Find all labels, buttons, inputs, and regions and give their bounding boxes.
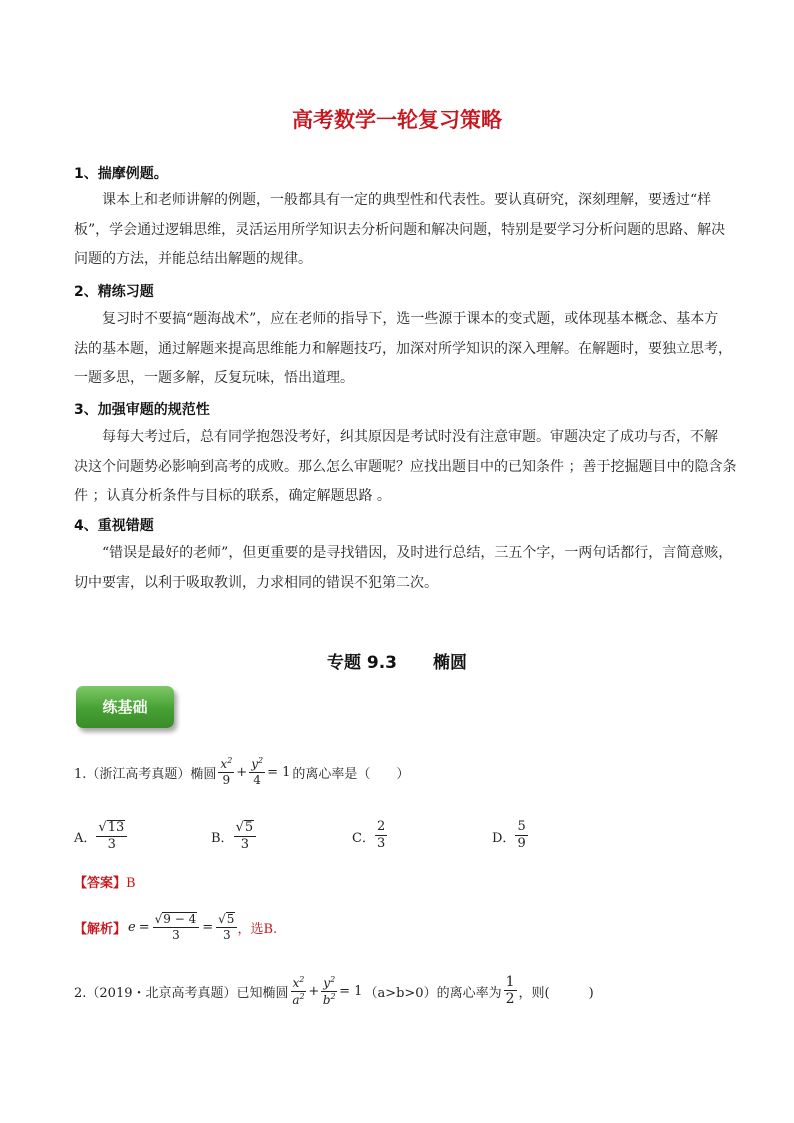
analysis-fraction-2: $\frac{√5}{3}$: [216, 912, 237, 942]
section-3-line-2: 决这个问题势必影响到高考的成败。那么怎么审题呢？应找出题目中的已知条件 ；善于挖掘题目中的隐含条: [74, 458, 737, 475]
answer-line: [74, 872, 136, 891]
section-4-line-1: “错误是最好的老师”，但更重要的是寻找错因，及时进行总结，三五个字，一两句话都行，言简意赅，: [102, 545, 733, 561]
option-b-value: $\frac{√5}{3}$: [234, 820, 257, 853]
question-2-condition: （a>b>0）的离心率为: [364, 985, 502, 1001]
section-1-body: [74, 186, 724, 275]
question-2-prefix: 2.（2019・北京高考真题）已知椭圆: [74, 985, 289, 1001]
ellipse-term-y: $\frac{y^2}{4}$: [251, 756, 264, 788]
topic-heading: [0, 648, 794, 673]
section-4-line-2: 切中要害，以利于吸取教训，力求相同的错误不犯第二次。: [74, 574, 438, 591]
topic-code: 专题 9.3: [326, 653, 398, 673]
section-3-line-1: 每每大考过后，总有同学抱怨没考好，纠其原因是考试时没有注意审题。审题决定了成功与否，不解: [102, 429, 718, 445]
analysis-radicand: 9 − 4: [163, 911, 197, 926]
analysis-result-radicand: 5: [226, 911, 235, 926]
option-b-den: 3: [240, 836, 249, 852]
option-c-value: [375, 820, 387, 852]
option-d-value: [515, 820, 527, 852]
option-c-den: 3: [376, 836, 386, 852]
option-a-label: A．: [74, 830, 97, 846]
option-c: [352, 814, 387, 858]
section-1-line-3: 问题的方法，并能总结出解题的规律。: [74, 251, 312, 267]
analysis-fraction-1: $\frac{√9 - 4}{3}$: [153, 912, 200, 942]
section-2-body: [74, 305, 732, 394]
practice-basics-badge: 练基础: [76, 686, 174, 728]
option-c-label: C．: [352, 830, 375, 846]
option-c-num: 2: [376, 819, 386, 835]
section-4-heading: 4、重视错题: [74, 518, 154, 534]
analysis-line: 【解析】 e = $\frac{√9 - 4}{3}$ = $\frac{√5}{3}$ ，选B.: [74, 911, 278, 942]
option-d-label: D．: [492, 830, 516, 846]
answer-value: B: [126, 876, 136, 891]
question-2-tail: ，则( ): [518, 985, 594, 1001]
option-a-den: 3: [107, 836, 116, 852]
section-3-line-3: 件 ；认真分析条件与目标的联系，确定解题思路 。: [74, 488, 391, 504]
section-4-body: [74, 539, 733, 598]
question-1: 1.（浙江高考真题）椭圆 $\frac{x^2}{9}$ + $\frac{y^2}{4}$ = 1 的离心率是（ ）: [74, 756, 410, 788]
section-1-heading: 1、揣摩例题。: [74, 166, 168, 182]
option-d-num: 5: [517, 819, 526, 835]
option-b-radicand: 5: [244, 819, 254, 835]
eccentricity-value: $\frac{1}{2}$: [505, 974, 515, 1008]
section-3-body: [74, 423, 737, 512]
ellipse-term-y-general: $\frac{y^2}{b^2}$: [322, 974, 336, 1007]
option-a-value: $\frac{√13}{3}$: [96, 820, 127, 853]
section-2-line-1: 复习时不要搞“题海战术”，应在老师的指导下，选一些源于课本的变式题，或体现基本概念、基本方: [102, 311, 719, 327]
section-2-heading: 2、精练习题: [74, 284, 154, 300]
answer-label: 【答案】: [74, 876, 127, 891]
section-1-line-2: 板”，学会通过逻辑思维，灵活运用所学知识去分析问题和解决问题，特别是要学习分析问题的思路、解决: [74, 221, 726, 238]
analysis-label: 【解析】: [74, 921, 127, 937]
topic-name: 椭圆: [433, 653, 468, 673]
page-title: 高考数学一轮复习策略: [292, 108, 502, 132]
ellipse-term-x: $\frac{x^2}{9}$: [220, 756, 233, 788]
option-a: [74, 814, 127, 858]
section-2-line-3: 一题多思，一题多解，反复玩味，悟出道理。: [74, 370, 354, 386]
section-1-line-1: 课本上和老师讲解的例题，一般都具有一定的典型性和代表性。要认真研究，深刻理解，要透过“样: [102, 192, 712, 208]
option-b: [211, 814, 256, 858]
option-d-den: 9: [517, 836, 526, 852]
question-2: 2.（2019・北京高考真题）已知椭圆 $\frac{x^2}{a^2}$ + $\frac{y^2}{b^2}$ = 1 （a>b>0）的离心率为 $\frac{1}{2}$ ，则( ): [74, 974, 594, 1008]
section-2-line-2: 法的基本题，通过解题来提高思维能力和解题技巧，加深对所学知识的深入理解。在解题时，要独立思考，: [74, 340, 732, 357]
analysis-tail: ，选B.: [237, 921, 278, 937]
question-1-suffix: 的离心率是（ ）: [292, 766, 410, 782]
option-d: [492, 814, 528, 858]
ellipse-term-x-general: $\frac{x^2}{a^2}$: [292, 974, 305, 1007]
section-3-heading: 3、加强审题的规范性: [74, 402, 210, 418]
question-1-prefix: 1.（浙江高考真题）椭圆: [74, 766, 217, 782]
option-b-label: B．: [211, 830, 234, 846]
option-a-radicand: 13: [107, 819, 125, 835]
